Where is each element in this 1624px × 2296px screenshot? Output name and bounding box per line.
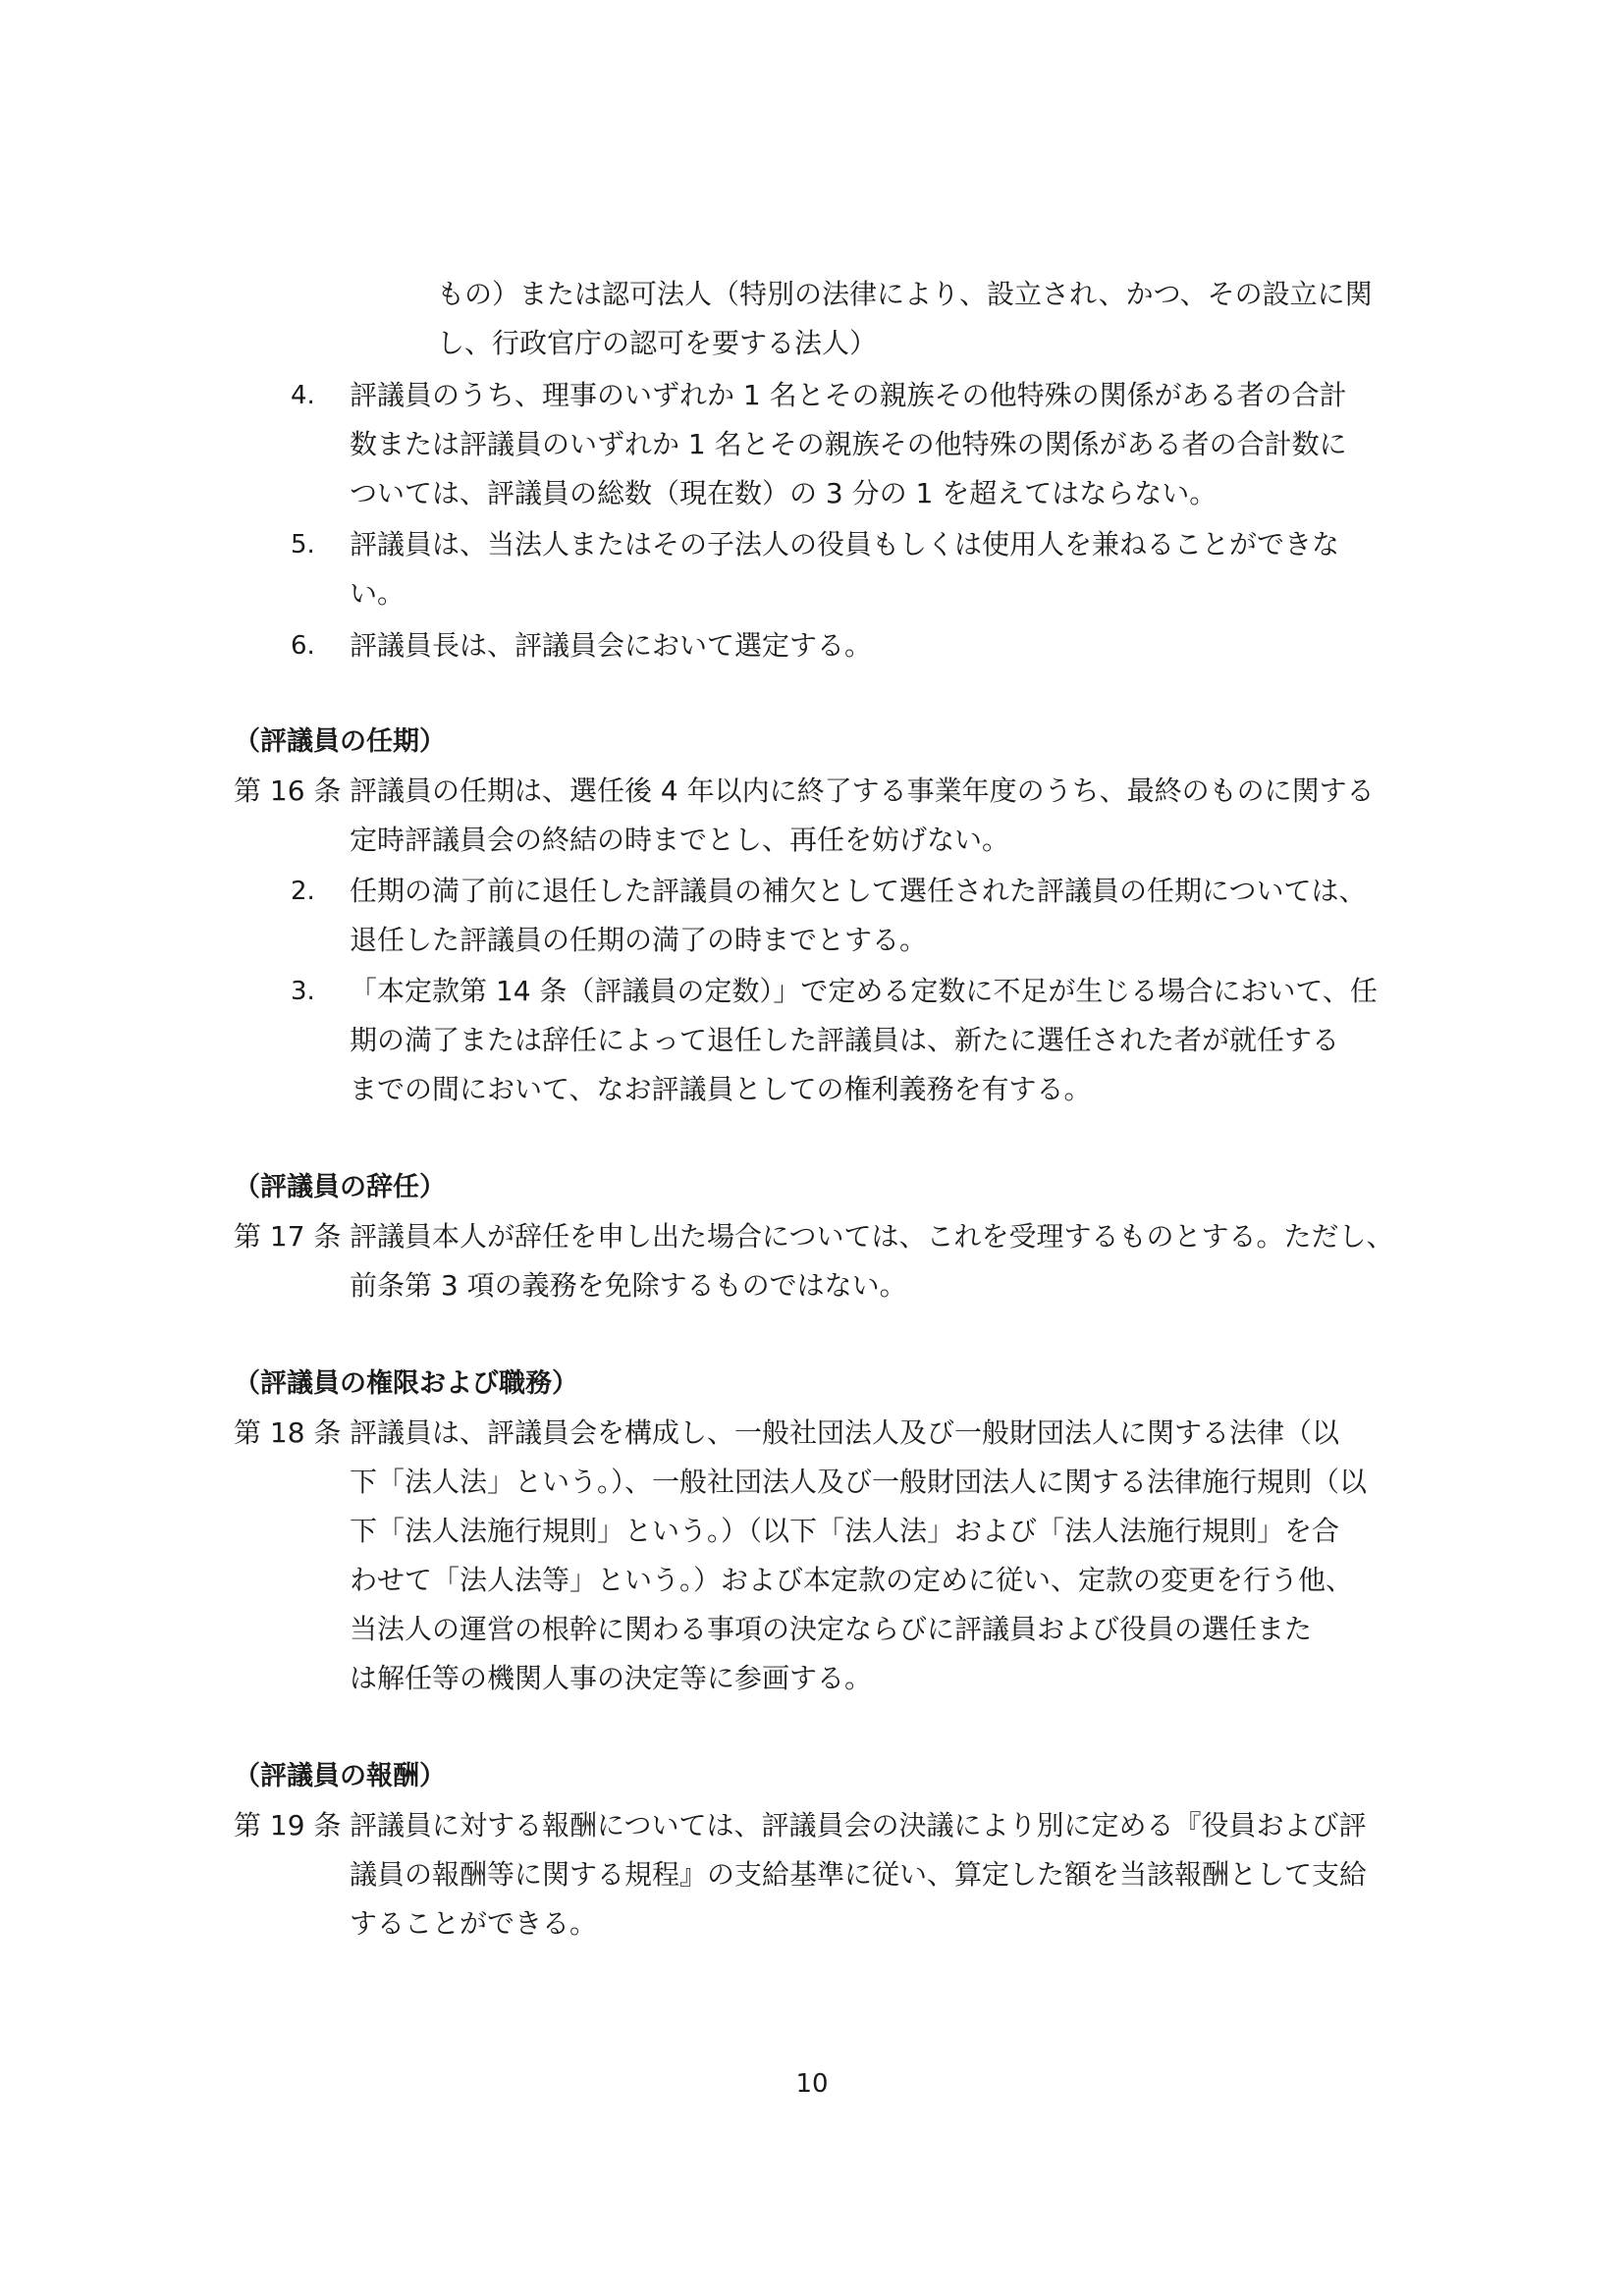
text-line: 評議員は、評議員会を構成し、一般社団法人及び一般財団法人に関する法律（以 [350,1416,1340,1449]
section-heading: （評議員の任期） [234,726,446,757]
page-number: 10 [795,2069,829,2099]
text-line: 下「法人法」という。）、一般社団法人及び一般財団法人に関する法律施行規則（以 [350,1466,1368,1498]
text-line: 評議員の任期は、選任後 4 年以内に終了する事業年度のうち、最終のものに関する [350,774,1375,807]
article-label: 第 17 条 [234,1220,342,1253]
text-line: 期の満了または辞任によって退任した評議員は、新たに選任された者が就任する [350,1024,1340,1056]
text-line: 前条第 3 項の義務を免除するものではない。 [350,1269,907,1302]
text-line: までの間において、なお評議員としての権利義務を有する。 [350,1073,1092,1105]
text-line: し、行政官庁の認可を要する法人） [437,327,878,359]
article-label: 第 16 条 [234,774,342,807]
text-line: わせて「法人法等」という。）および本定款の定めに従い、定款の変更を行う他、 [350,1564,1354,1596]
article-label: 第 18 条 [234,1416,342,1449]
text-line: もの）または認可法人（特別の法律により、設立され、かつ、その設立に関 [437,278,1373,310]
text-line: 評議員に対する報酬については、評議員会の決議により別に定める『役員および評 [350,1809,1367,1842]
text-line: 退任した評議員の任期の満了の時までとする。 [350,924,928,956]
text-line: 評議員のうち、理事のいずれか 1 名とその親族その他特殊の関係がある者の合計 [350,379,1347,411]
text-line: 評議員は、当法人またはその子法人の役員もしくは使用人を兼ねることができな [350,528,1340,561]
item-number: 6. [291,631,315,661]
text-line: い。 [350,577,406,610]
section-heading: （評議員の報酬） [234,1761,446,1791]
text-line: は解任等の機関人事の決定等に参画する。 [350,1662,873,1694]
text-line: 当法人の運営の根幹に関わる事項の決定ならびに評議員および役員の選任また [350,1613,1313,1645]
section-heading: （評議員の権限および職務） [234,1368,578,1399]
text-line: することができる。 [350,1907,598,1940]
text-line: 任期の満了前に退任した評議員の補欠として選任された評議員の任期については、 [350,875,1367,907]
section-heading: （評議員の辞任） [234,1172,446,1202]
text-line: ついては、評議員の総数（現在数）の 3 分の 1 を超えてはならない。 [350,477,1218,509]
text-line: 評議員本人が辞任を申し出た場合については、これを受理するものとする。ただし、 [350,1220,1394,1253]
item-number: 4. [291,381,315,410]
article-label: 第 19 条 [234,1809,342,1842]
text-line: 数または評議員のいずれか 1 名とその親族その他特殊の関係がある者の合計数に [350,428,1347,460]
text-line: 定時評議員会の終結の時までとし、再任を妨げない。 [350,824,1010,856]
item-number: 2. [291,877,315,906]
text-line: 「本定款第 14 条（評議員の定数）」で定める定数に不足が生じる場合において、任 [350,975,1378,1007]
item-number: 5. [291,530,315,560]
item-number: 3. [291,977,315,1006]
text-line: 下「法人法施行規則」という。）（以下「法人法」および「法人法施行規則」を合 [350,1515,1340,1547]
text-line: 評議員長は、評議員会において選定する。 [350,629,873,662]
text-line: 議員の報酬等に関する規程』の支給基準に従い、算定した額を当該報酬として支給 [350,1858,1368,1891]
